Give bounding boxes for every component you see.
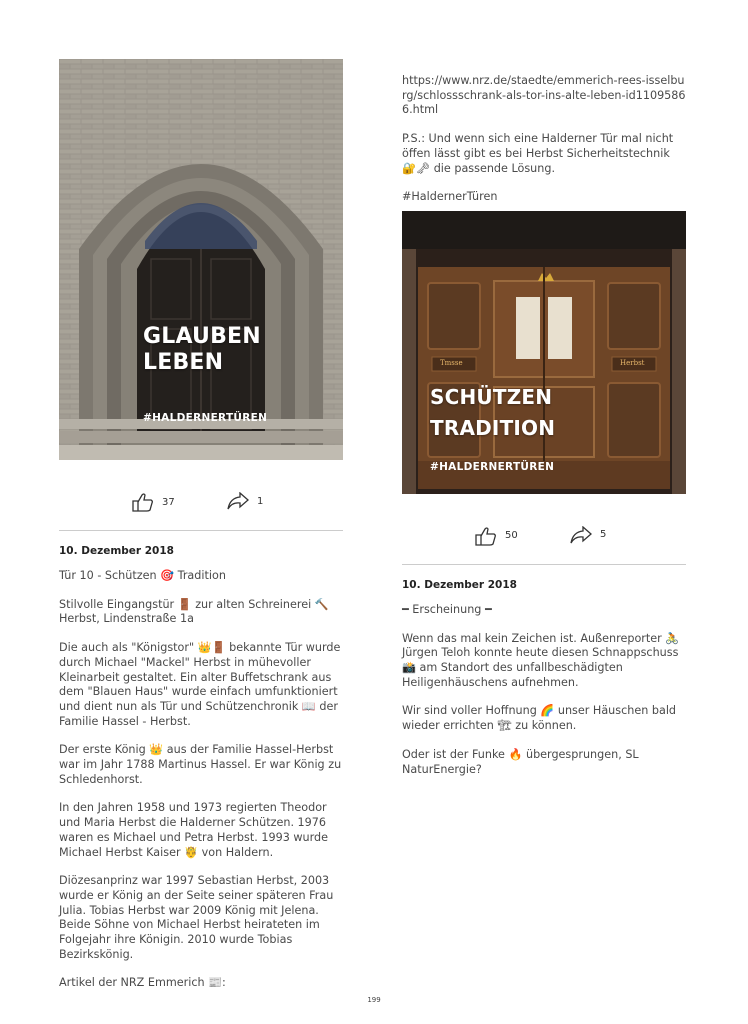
share-reaction[interactable] bbox=[227, 492, 263, 510]
right-column bbox=[402, 74, 686, 791]
church-door-illustration bbox=[59, 59, 343, 460]
share-arrow-icon bbox=[227, 492, 249, 510]
share-count: 5 bbox=[600, 529, 607, 541]
photo-caption bbox=[430, 382, 555, 444]
door-plaque-left: Tmsse bbox=[440, 358, 463, 367]
caption-line-2: TRADITION bbox=[430, 415, 556, 440]
like-count: 37 bbox=[162, 496, 175, 508]
post-paragraph: ━ Erscheinung ━ bbox=[402, 602, 492, 616]
post-paragraph: Die auch als "Königstor" 👑🚪 bekannte Tür wurde durch Michael "Mackel" Herbst in mühevoller Kleinarbeit gestaltet. Ein alter Buffetschrank aus dem "Blauen Haus" wurde einfach umfunktioniert und dient nun als Tür und Schützenchronik 📖 der Familie Hassel - Herbst. bbox=[59, 641, 341, 728]
post-paragraph: Wenn das mal kein Zeichen ist. Außenreporter 🚴 Jürgen Teloh konnte heute diesen Schnappschuss 📸 am Standort des unfallbeschädigten Heiligenhäuschens aufnehmen. bbox=[402, 631, 680, 689]
post-paragraph: Tür 10 - Schützen 🎯 Tradition bbox=[59, 569, 226, 582]
photo-caption bbox=[143, 324, 261, 376]
post-body bbox=[59, 569, 343, 991]
post-divider bbox=[59, 530, 343, 531]
caption-line-2: LEBEN bbox=[143, 350, 224, 375]
post-body bbox=[402, 603, 686, 777]
wooden-door-photo[interactable] bbox=[402, 211, 686, 494]
reactions-bar bbox=[402, 518, 686, 552]
post-paragraph: Artikel der NRZ Emmerich 📰: bbox=[59, 976, 226, 990]
like-reaction[interactable] bbox=[475, 526, 518, 546]
ps-paragraph: P.S.: Und wenn sich eine Halderner Tür mal nicht öffen lässt gibt es bei Herbst Sicherheitstechnik 🔐🗝 die passende Lösung. bbox=[402, 132, 674, 175]
post-date: 10. Dezember 2018 bbox=[402, 578, 517, 591]
post-paragraph: In den Jahren 1958 und 1973 regierten Theodor und Maria Herbst die Halderner Schützen. 1976 waren es Michael und Petra Herbst. 1993 wurde Michael Herbst Kaiser 🤴 von Haldern. bbox=[59, 801, 329, 859]
share-arrow-icon bbox=[570, 526, 592, 544]
door-plaque-right: Herbst bbox=[620, 358, 645, 367]
thumbs-up-icon bbox=[475, 526, 497, 546]
reactions-bar bbox=[59, 484, 343, 518]
church-door-photo[interactable] bbox=[59, 59, 343, 460]
article-link[interactable]: https://www.nrz.de/staedte/emmerich-rees-isselburg/schlossschrank-als-tor-ins-alte-leben-id11095866.html bbox=[402, 74, 686, 117]
share-count: 1 bbox=[257, 495, 264, 507]
page-number: 199 bbox=[367, 996, 381, 1004]
caption-line-1: SCHÜTZEN bbox=[430, 384, 553, 409]
post-paragraph: Diözesanprinz war 1997 Sebastian Herbst, 2003 wurde er König an der Seite seiner späteren Frau Julia. Tobias Herbst war 2009 König mit Jelena. Beide Söhne von Michael Herbst heirateten im Folgejahr ihre Königin. 2010 wurde Tobias Bezirkskönig. bbox=[59, 874, 334, 961]
wooden-door-illustration bbox=[402, 211, 686, 494]
post-paragraph: Stilvolle Eingangstür 🚪 zur alten Schreinerei 🔨 Herbst, Lindenstraße 1a bbox=[59, 597, 329, 626]
post-date: 10. Dezember 2018 bbox=[59, 545, 174, 557]
left-column bbox=[59, 59, 343, 1005]
photo-hashtag: #HALDERNERTÜREN bbox=[430, 460, 555, 473]
post-paragraph: Wir sind voller Hoffnung 🌈 unser Häuschen bald wieder errichten 🏗 zu können. bbox=[402, 704, 677, 733]
caption-line-1: GLAUBEN bbox=[143, 324, 261, 349]
hashtag-line[interactable]: #HaldernerTüren bbox=[402, 190, 498, 204]
share-reaction[interactable] bbox=[570, 526, 606, 544]
photo-hashtag: #HALDERNERTÜREN bbox=[143, 412, 268, 424]
post-paragraph: Oder ist der Funke 🔥 übergesprungen, SL NaturEnergie? bbox=[402, 747, 639, 776]
post-divider bbox=[402, 564, 686, 565]
post-paragraph: Der erste König 👑 aus der Familie Hassel-Herbst war im Jahr 1788 Martinus Hassel. Er war König zu Schledenhorst. bbox=[59, 743, 342, 786]
like-count: 50 bbox=[505, 530, 518, 542]
like-reaction[interactable] bbox=[132, 492, 175, 512]
thumbs-up-icon bbox=[132, 492, 154, 512]
